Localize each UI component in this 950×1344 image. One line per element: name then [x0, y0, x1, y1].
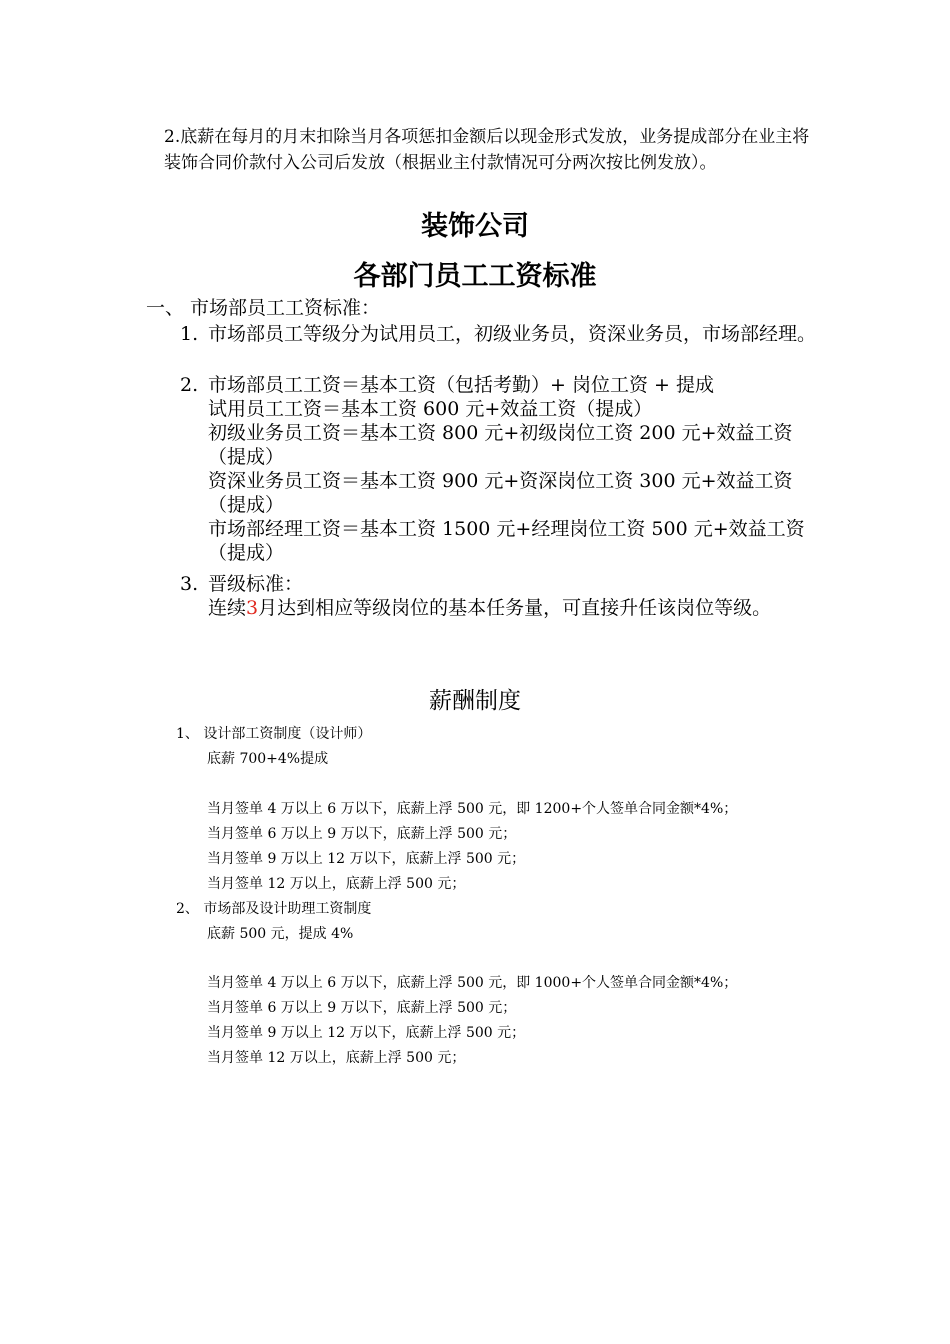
intro-paragraph: 2.底薪在每月的月末扣除当月各项惩扣金额后以现金形式发放，业务提成部分在业主将装饰合同价款付入公司后发放（根据业主付款情况可分两次按比例发放）。 — [164, 127, 810, 173]
list-item-text: 晋级标准： — [208, 573, 304, 595]
design-line: 当月签单 9 万以上 12 万以下，底薪上浮 500 元； — [207, 851, 526, 867]
design-line: 当月签单 4 万以上 6 万以下，底薪上浮 500 元，即 1200+个人签单合同金额*4%； — [207, 801, 738, 817]
list-item-text: 市场部员工等级分为试用员工，初级业务员，资深业务员，市场部经理。 — [208, 323, 817, 345]
design-line: 当月签单 12 万以上，底薪上浮 500 元； — [207, 876, 466, 892]
design-base: 底薪 700+4%提成 — [207, 751, 329, 767]
section-heading-market: 一、 市场部员工工资标准： — [146, 297, 381, 319]
market-line: 当月签单 9 万以上 12 万以下，底薪上浮 500 元； — [207, 1025, 526, 1041]
salary-line: 市场部经理工资＝基本工资 1500 元+经理岗位工资 500 元+效益工资（提成） — [208, 518, 805, 564]
document-subtitle: 各部门员工工资标准 — [353, 261, 597, 292]
pay-system-title: 薪酬制度 — [429, 688, 521, 714]
list-item-2 — [180, 373, 820, 565]
salary-line: 资深业务员工资＝基本工资 900 元+资深岗位工资 300 元+效益工资（提成） — [208, 470, 793, 516]
list-number: 3. — [180, 573, 199, 595]
design-heading: 1、 设计部工资制度（设计师） — [176, 726, 372, 742]
market-line: 当月签单 12 万以上，底薪上浮 500 元； — [207, 1050, 466, 1066]
list-number: 1. — [180, 323, 199, 345]
promotion-months: 3 — [246, 597, 259, 619]
list-item-3 — [180, 572, 820, 620]
market-heading: 2、 市场部及设计助理工资制度 — [176, 901, 372, 917]
promotion-text — [208, 596, 820, 620]
document-title: 装饰公司 — [421, 211, 529, 242]
list-item-text: 市场部员工工资＝基本工资（包括考勤）+ 岗位工资 + 提成 — [208, 374, 714, 396]
salary-line: 试用员工工资＝基本工资 600 元+效益工资（提成） — [208, 398, 653, 420]
promotion-prefix: 连续 — [208, 597, 247, 619]
list-number: 2. — [180, 374, 199, 396]
promotion-suffix: 月达到相应等级岗位的基本任务量，可直接升任该岗位等级。 — [258, 597, 772, 619]
salary-line: 初级业务员工资＝基本工资 800 元+初级岗位工资 200 元+效益工资（提成） — [208, 422, 793, 468]
list-item-1 — [180, 322, 820, 346]
design-line: 当月签单 6 万以上 9 万以下，底薪上浮 500 元； — [207, 826, 517, 842]
market-base: 底薪 500 元，提成 4% — [207, 926, 354, 942]
market-line: 当月签单 4 万以上 6 万以下，底薪上浮 500 元，即 1000+个人签单合同金额*4%； — [207, 975, 738, 991]
market-line: 当月签单 6 万以上 9 万以下，底薪上浮 500 元； — [207, 1000, 517, 1016]
